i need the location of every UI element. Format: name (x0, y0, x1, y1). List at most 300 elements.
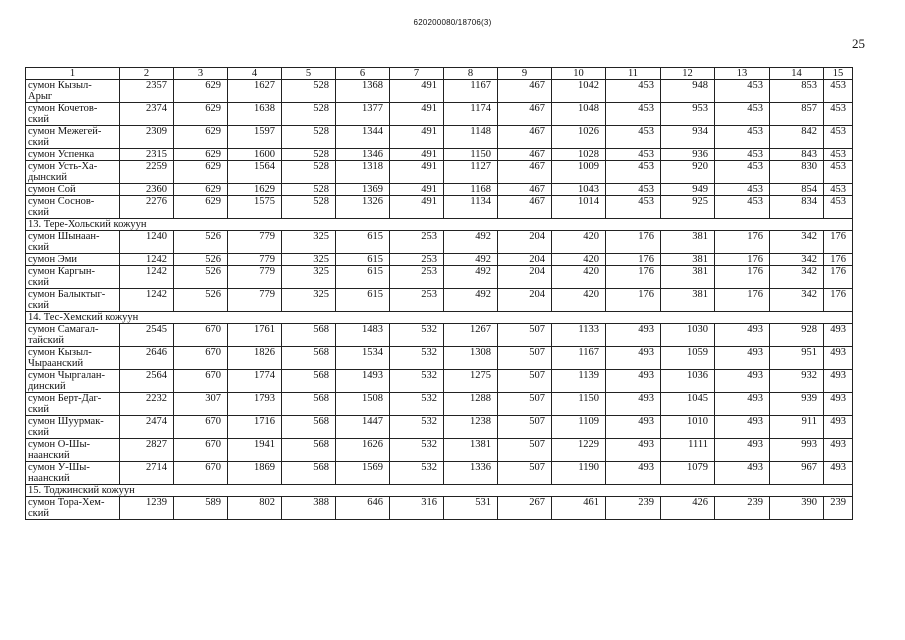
table-cell: 420 (552, 231, 606, 254)
table-cell: 1564 (228, 161, 282, 184)
table-cell: 453 (824, 80, 853, 103)
table-cell: 507 (498, 462, 552, 485)
table-cell: 1326 (336, 196, 390, 219)
column-header: 15 (824, 68, 853, 80)
table-cell: 507 (498, 439, 552, 462)
table-cell: 453 (824, 184, 853, 196)
table-cell: 1288 (444, 393, 498, 416)
table-cell: 493 (824, 393, 853, 416)
table-cell: 1109 (552, 416, 606, 439)
table-cell: 857 (770, 103, 824, 126)
column-header: 6 (336, 68, 390, 80)
table-cell: 467 (498, 126, 552, 149)
table-cell: 1344 (336, 126, 390, 149)
column-header: 14 (770, 68, 824, 80)
table-cell: 2545 (120, 324, 174, 347)
column-header: 3 (174, 68, 228, 80)
table-cell: 854 (770, 184, 824, 196)
table-cell: 491 (390, 149, 444, 161)
table-cell: 528 (282, 196, 336, 219)
table-row (26, 416, 853, 439)
table-cell: 307 (174, 393, 228, 416)
table-row (26, 254, 853, 266)
table-cell: 453 (606, 149, 661, 161)
table-cell: 802 (228, 497, 282, 520)
table-cell: 779 (228, 266, 282, 289)
table-cell: 629 (174, 80, 228, 103)
table-cell: 526 (174, 289, 228, 312)
table-cell: 1336 (444, 462, 498, 485)
table-row (26, 149, 853, 161)
table-cell: 1575 (228, 196, 282, 219)
table-cell: 1774 (228, 370, 282, 393)
table-cell: 420 (552, 254, 606, 266)
table-cell: 670 (174, 347, 228, 370)
table-cell: 507 (498, 416, 552, 439)
table-cell: 834 (770, 196, 824, 219)
table-cell: 1600 (228, 149, 282, 161)
table-cell: 491 (390, 196, 444, 219)
table-cell: 426 (661, 497, 715, 520)
table-cell: 453 (715, 126, 770, 149)
table-cell: 390 (770, 497, 824, 520)
data-table (25, 67, 853, 520)
table-cell: 507 (498, 347, 552, 370)
table-cell: 253 (390, 231, 444, 254)
table-cell: 453 (606, 196, 661, 219)
page-number: 25 (852, 36, 865, 51)
table-cell: 1010 (661, 416, 715, 439)
table-cell: 615 (336, 266, 390, 289)
section-header-row (26, 485, 853, 497)
table-row (26, 80, 853, 103)
table-cell: 1028 (552, 149, 606, 161)
row-label: сумон Кочетов- ский (26, 103, 120, 126)
table-cell: 1043 (552, 184, 606, 196)
table-cell: 176 (715, 266, 770, 289)
table-row (26, 324, 853, 347)
table-cell: 1377 (336, 103, 390, 126)
column-header: 12 (661, 68, 715, 80)
table-cell: 1267 (444, 324, 498, 347)
table-cell: 925 (661, 196, 715, 219)
table-cell: 493 (606, 393, 661, 416)
table-cell: 967 (770, 462, 824, 485)
table-cell: 420 (552, 289, 606, 312)
table-cell: 176 (715, 254, 770, 266)
table-cell: 325 (282, 254, 336, 266)
table-cell: 2309 (120, 126, 174, 149)
table-cell: 568 (282, 393, 336, 416)
table-cell: 568 (282, 416, 336, 439)
table-cell: 526 (174, 266, 228, 289)
table-cell: 1869 (228, 462, 282, 485)
column-header: 11 (606, 68, 661, 80)
table-row (26, 497, 853, 520)
table-row (26, 370, 853, 393)
table-cell: 1174 (444, 103, 498, 126)
table-cell: 1240 (120, 231, 174, 254)
table-cell: 1638 (228, 103, 282, 126)
table-cell: 176 (606, 254, 661, 266)
table-cell: 615 (336, 254, 390, 266)
table-cell: 629 (174, 126, 228, 149)
table-cell: 176 (606, 231, 661, 254)
table-cell: 492 (444, 254, 498, 266)
table-cell: 532 (390, 347, 444, 370)
table-cell: 532 (390, 416, 444, 439)
table-row (26, 184, 853, 196)
table-cell: 381 (661, 289, 715, 312)
table-cell: 1139 (552, 370, 606, 393)
row-label: сумон Тора-Хем- ский (26, 497, 120, 520)
table-cell: 493 (715, 370, 770, 393)
table-cell: 381 (661, 231, 715, 254)
table-cell: 253 (390, 266, 444, 289)
table-cell: 568 (282, 347, 336, 370)
table-cell: 267 (498, 497, 552, 520)
table-cell: 843 (770, 149, 824, 161)
row-label: сумон Успенка (26, 149, 120, 161)
table-cell: 1167 (444, 80, 498, 103)
table-row (26, 462, 853, 485)
column-header: 9 (498, 68, 552, 80)
table-cell: 528 (282, 161, 336, 184)
table-cell: 342 (770, 231, 824, 254)
table-cell: 629 (174, 161, 228, 184)
table-cell: 491 (390, 184, 444, 196)
row-label: сумон Соснов- ский (26, 196, 120, 219)
table-cell: 491 (390, 126, 444, 149)
table-cell: 204 (498, 266, 552, 289)
table-cell: 1483 (336, 324, 390, 347)
table-cell: 204 (498, 289, 552, 312)
table-cell: 1059 (661, 347, 715, 370)
section-title: 14. Тес-Хемский кожуун (26, 312, 853, 324)
table-cell: 2646 (120, 347, 174, 370)
table-cell: 453 (606, 184, 661, 196)
table-row (26, 196, 853, 219)
table-cell: 1242 (120, 254, 174, 266)
table-cell: 1167 (552, 347, 606, 370)
table-cell: 589 (174, 497, 228, 520)
table-cell: 453 (824, 126, 853, 149)
table-cell: 1229 (552, 439, 606, 462)
table-cell: 1242 (120, 266, 174, 289)
column-header: 10 (552, 68, 606, 80)
section-title: 15. Тоджинский кожуун (26, 485, 853, 497)
table-cell: 670 (174, 439, 228, 462)
column-header: 13 (715, 68, 770, 80)
table-header-row (26, 68, 853, 80)
table-cell: 325 (282, 231, 336, 254)
table-cell: 176 (715, 231, 770, 254)
row-label: сумон Чыргалан- динский (26, 370, 120, 393)
table-cell: 453 (715, 196, 770, 219)
table-cell: 325 (282, 266, 336, 289)
table-cell: 176 (824, 231, 853, 254)
table-cell: 932 (770, 370, 824, 393)
row-label: сумон О-Шы- наанский (26, 439, 120, 462)
table-cell: 951 (770, 347, 824, 370)
section-header-row (26, 219, 853, 231)
table-row (26, 393, 853, 416)
table-cell: 461 (552, 497, 606, 520)
row-label: сумон Берт-Даг- ский (26, 393, 120, 416)
table-row (26, 161, 853, 184)
table-cell: 1079 (661, 462, 715, 485)
table-cell: 1626 (336, 439, 390, 462)
table-cell: 493 (715, 416, 770, 439)
table-cell: 467 (498, 196, 552, 219)
table-cell: 453 (606, 161, 661, 184)
table-cell: 1150 (552, 393, 606, 416)
table-cell: 467 (498, 149, 552, 161)
column-header: 8 (444, 68, 498, 80)
table-cell: 2259 (120, 161, 174, 184)
table-cell: 493 (715, 393, 770, 416)
table-body (26, 68, 853, 520)
table-cell: 381 (661, 254, 715, 266)
table-cell: 936 (661, 149, 715, 161)
table-cell: 526 (174, 231, 228, 254)
table-cell: 1239 (120, 497, 174, 520)
table-row (26, 289, 853, 312)
row-label: сумон Балыктыг- ский (26, 289, 120, 312)
table-cell: 1318 (336, 161, 390, 184)
table-cell: 492 (444, 266, 498, 289)
table-cell: 670 (174, 416, 228, 439)
table-cell: 568 (282, 324, 336, 347)
table-cell: 1569 (336, 462, 390, 485)
table-cell: 1761 (228, 324, 282, 347)
table-cell: 629 (174, 149, 228, 161)
table-cell: 453 (606, 126, 661, 149)
table-cell: 493 (606, 370, 661, 393)
table-cell: 670 (174, 462, 228, 485)
table-cell: 1381 (444, 439, 498, 462)
table-cell: 528 (282, 149, 336, 161)
table-cell: 453 (715, 80, 770, 103)
table-cell: 526 (174, 254, 228, 266)
row-label: сумон Кызыл- Арыг (26, 80, 120, 103)
table-cell: 204 (498, 254, 552, 266)
table-cell: 253 (390, 289, 444, 312)
table-cell: 1508 (336, 393, 390, 416)
table-cell: 615 (336, 231, 390, 254)
table-cell: 830 (770, 161, 824, 184)
table-cell: 670 (174, 370, 228, 393)
table-cell: 1716 (228, 416, 282, 439)
row-label: сумон Кызыл- Чыраанский (26, 347, 120, 370)
table-cell: 1042 (552, 80, 606, 103)
column-header: 4 (228, 68, 282, 80)
table-row (26, 126, 853, 149)
row-label: сумон Эми (26, 254, 120, 266)
table-cell: 1308 (444, 347, 498, 370)
table-cell: 342 (770, 289, 824, 312)
section-header-row (26, 312, 853, 324)
table-cell: 1014 (552, 196, 606, 219)
table-cell: 568 (282, 462, 336, 485)
table-cell: 493 (824, 370, 853, 393)
table-cell: 453 (824, 196, 853, 219)
table-cell: 453 (715, 184, 770, 196)
table-cell: 1369 (336, 184, 390, 196)
table-cell: 467 (498, 184, 552, 196)
table-cell: 532 (390, 393, 444, 416)
table-cell: 176 (824, 254, 853, 266)
table-cell: 493 (715, 347, 770, 370)
table-cell: 493 (824, 347, 853, 370)
column-header: 1 (26, 68, 120, 80)
table-cell: 342 (770, 266, 824, 289)
table-cell: 2357 (120, 80, 174, 103)
row-label: сумон Межегей- ский (26, 126, 120, 149)
table-row (26, 439, 853, 462)
row-label: сумон Шынаан- ский (26, 231, 120, 254)
table-cell: 239 (606, 497, 661, 520)
table-cell: 342 (770, 254, 824, 266)
table-cell: 670 (174, 324, 228, 347)
row-label: сумон Каргын- ский (26, 266, 120, 289)
table-cell: 568 (282, 439, 336, 462)
table-cell: 467 (498, 161, 552, 184)
table-cell: 568 (282, 370, 336, 393)
table-cell: 1627 (228, 80, 282, 103)
table-cell: 493 (824, 462, 853, 485)
column-header: 5 (282, 68, 336, 80)
table-cell: 953 (661, 103, 715, 126)
section-title: 13. Тере-Хольский кожуун (26, 219, 853, 231)
table-cell: 532 (390, 462, 444, 485)
table-cell: 453 (824, 161, 853, 184)
table-cell: 1826 (228, 347, 282, 370)
table-cell: 615 (336, 289, 390, 312)
table-cell: 467 (498, 103, 552, 126)
table-cell: 176 (824, 289, 853, 312)
table-cell: 528 (282, 126, 336, 149)
table-cell: 532 (390, 324, 444, 347)
table-cell: 493 (606, 462, 661, 485)
table-cell: 528 (282, 103, 336, 126)
table-cell: 2374 (120, 103, 174, 126)
table-cell: 453 (715, 149, 770, 161)
table-cell: 993 (770, 439, 824, 462)
table-cell: 911 (770, 416, 824, 439)
table-cell: 629 (174, 184, 228, 196)
table-cell: 939 (770, 393, 824, 416)
table-cell: 467 (498, 80, 552, 103)
table-cell: 1127 (444, 161, 498, 184)
table-cell: 176 (824, 266, 853, 289)
table-cell: 1534 (336, 347, 390, 370)
table-cell: 507 (498, 393, 552, 416)
table-cell: 493 (715, 439, 770, 462)
column-header: 2 (120, 68, 174, 80)
document-id: 620200080/18706(3) (413, 18, 492, 27)
table-cell: 2714 (120, 462, 174, 485)
table-cell: 779 (228, 254, 282, 266)
table-cell: 507 (498, 324, 552, 347)
table-cell: 493 (824, 416, 853, 439)
table-cell: 646 (336, 497, 390, 520)
column-header: 7 (390, 68, 444, 80)
table-cell: 2474 (120, 416, 174, 439)
table-cell: 853 (770, 80, 824, 103)
table-cell: 1346 (336, 149, 390, 161)
table-cell: 629 (174, 103, 228, 126)
table-cell: 253 (390, 254, 444, 266)
row-label: сумон Шуурмак- ский (26, 416, 120, 439)
table-cell: 532 (390, 439, 444, 462)
table-cell: 453 (715, 161, 770, 184)
table-row (26, 231, 853, 254)
table-cell: 239 (715, 497, 770, 520)
table-cell: 1238 (444, 416, 498, 439)
table-cell: 316 (390, 497, 444, 520)
table-cell: 1941 (228, 439, 282, 462)
table-cell: 493 (606, 347, 661, 370)
table-cell: 948 (661, 80, 715, 103)
table-cell: 1009 (552, 161, 606, 184)
table-cell: 493 (824, 439, 853, 462)
table-cell: 2564 (120, 370, 174, 393)
table-cell: 1045 (661, 393, 715, 416)
table-cell: 1793 (228, 393, 282, 416)
table-cell: 176 (606, 289, 661, 312)
table-cell: 204 (498, 231, 552, 254)
table-cell: 949 (661, 184, 715, 196)
table-cell: 453 (606, 80, 661, 103)
table-cell: 491 (390, 161, 444, 184)
row-label: сумон Самагал- тайский (26, 324, 120, 347)
table-row (26, 103, 853, 126)
table-cell: 493 (606, 324, 661, 347)
table-cell: 1148 (444, 126, 498, 149)
table-cell: 920 (661, 161, 715, 184)
table-cell: 491 (390, 80, 444, 103)
table-cell: 1493 (336, 370, 390, 393)
table-cell: 629 (174, 196, 228, 219)
table-cell: 1242 (120, 289, 174, 312)
table-cell: 1134 (444, 196, 498, 219)
table-cell: 507 (498, 370, 552, 393)
table-cell: 492 (444, 231, 498, 254)
table-cell: 493 (715, 324, 770, 347)
table-cell: 388 (282, 497, 336, 520)
table-cell: 381 (661, 266, 715, 289)
table-cell: 1026 (552, 126, 606, 149)
table-cell: 1275 (444, 370, 498, 393)
table-cell: 176 (606, 266, 661, 289)
table-cell: 453 (606, 103, 661, 126)
table-cell: 325 (282, 289, 336, 312)
table-cell: 1036 (661, 370, 715, 393)
table-cell: 2315 (120, 149, 174, 161)
table-cell: 492 (444, 289, 498, 312)
table-cell: 491 (390, 103, 444, 126)
table-cell: 1048 (552, 103, 606, 126)
table-cell: 528 (282, 80, 336, 103)
table-cell: 1597 (228, 126, 282, 149)
table-cell: 420 (552, 266, 606, 289)
row-label: сумон Сой (26, 184, 120, 196)
table-cell: 453 (824, 103, 853, 126)
table-row (26, 347, 853, 370)
table-cell: 532 (390, 370, 444, 393)
table-cell: 1133 (552, 324, 606, 347)
